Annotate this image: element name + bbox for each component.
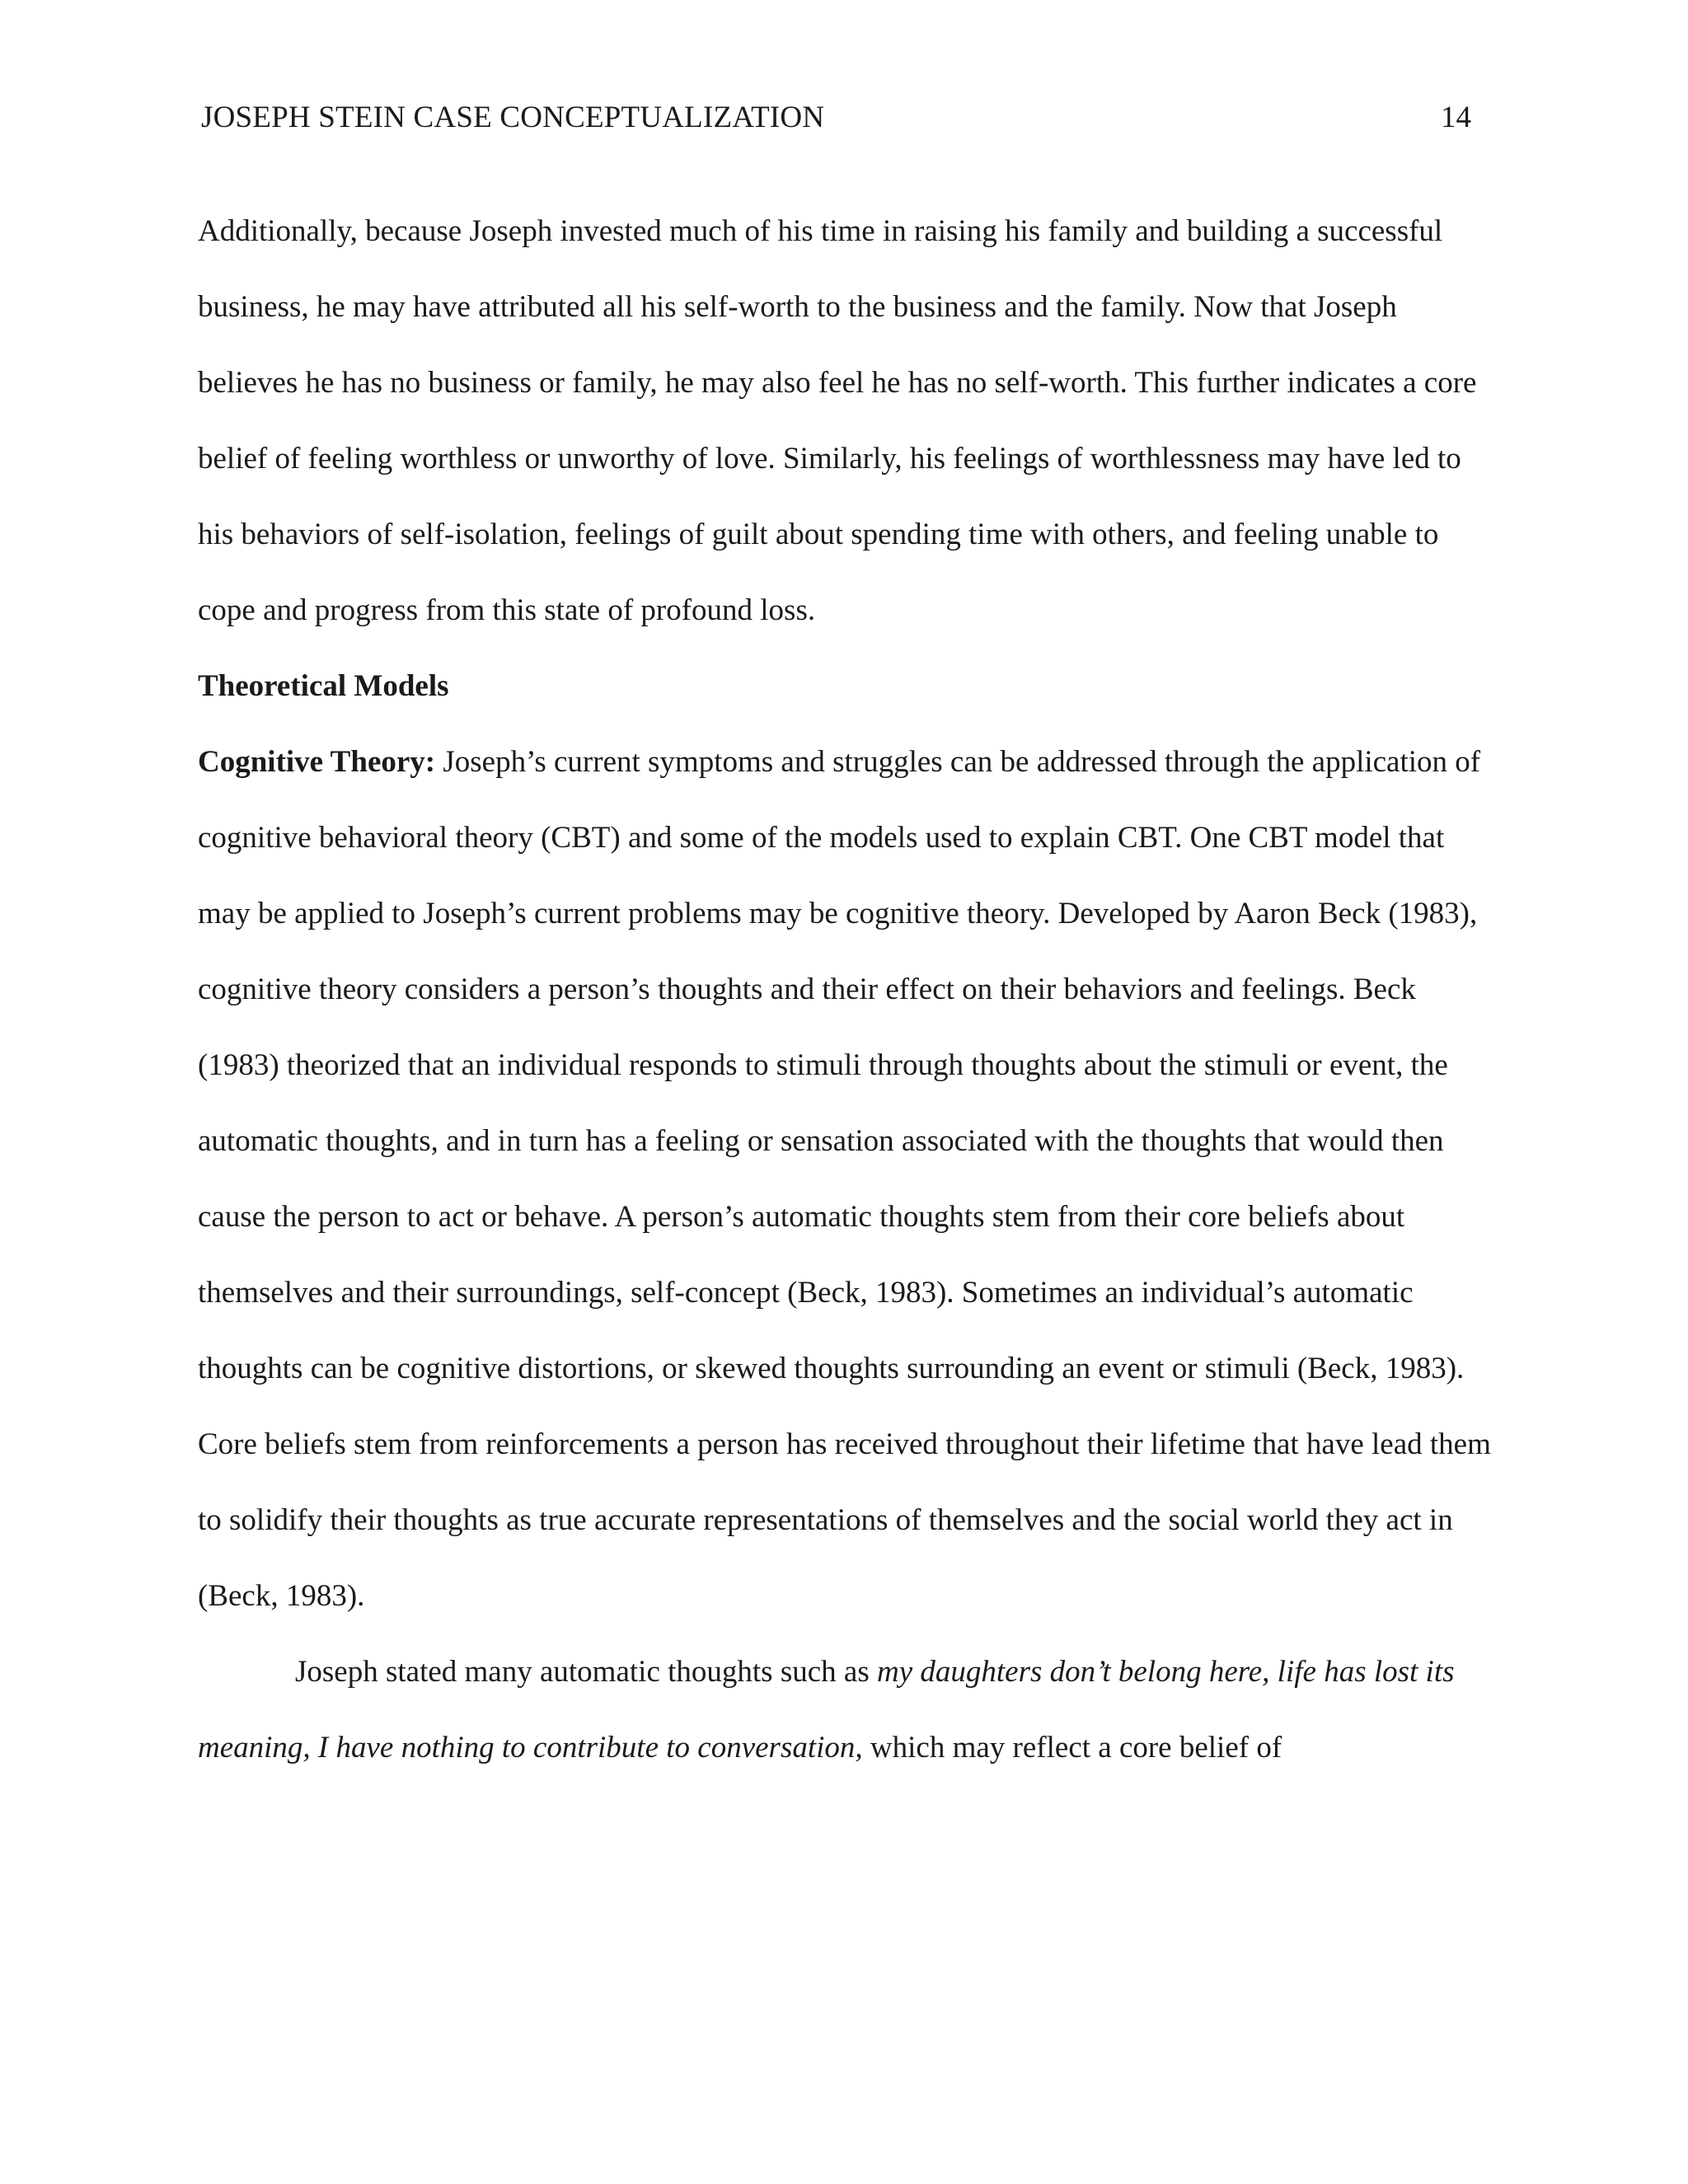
run-in-heading: Cognitive Theory:: [198, 745, 436, 779]
paragraph-automatic-thoughts-end: which may reflect a core belief of: [862, 1731, 1282, 1765]
paragraph-automatic-thoughts: [198, 1634, 1500, 1786]
paragraph-cognitive-theory: [198, 724, 1500, 1634]
running-head: JOSEPH STEIN CASE CONCEPTUALIZATION: [201, 101, 825, 134]
body-text: [198, 194, 1500, 1786]
paragraph-self-worth: Additionally, because Joseph invested much of his time in raising his family and building a successful business, he may have attributed all his self-worth to the business and the family. Now that Joseph believes he has no business or family, he may also feel he has no self-worth. This further indicates a core belief of feeling worthless or unworthy of love. Similarly, his feelings of worthlessness may have led to his behaviors of self-isolation, feelings of guilt about spending time with others, and feeling unable to cope and progress from this state of profound loss.: [198, 214, 1477, 627]
paragraph-automatic-thoughts-start: Joseph stated many automatic thoughts such as: [295, 1655, 877, 1689]
page-number: 14: [1441, 101, 1471, 134]
paragraph-cognitive-theory-text: Joseph’s current symptoms and struggles can be addressed through the application of cognitive behavioral theory (CBT) and some of the models used to explain CBT. One CBT model that may be applied to Joseph’s current problems may be cognitive theory. Developed by Aaron Beck (1983), cognitive theory considers a person’s thoughts and their effect on their behaviors and feelings. Beck (1983) theorized that an individual responds to stimuli through thoughts about the stimuli or event, the automatic thoughts, and in turn has a feeling or sensation associated with the thoughts that would then cause the person to act or behave. A person’s automatic thoughts stem from their core beliefs about themselves and their surroundings, self-concept (Beck, 1983). Sometimes an individual’s automatic thoughts can be cognitive distortions, or skewed thoughts surrounding an event or stimuli (Beck, 1983). Core beliefs stem from reinforcements a person has received throughout their lifetime that have lead them to solidify their thoughts as true accurate representations of themselves and the social world they act in (Beck, 1983).: [198, 745, 1491, 1613]
quoted-automatic-thoughts: my daughters don’t belong here, life has lost its meaning, I have nothing to contribute to conversation,: [198, 1655, 1455, 1765]
section-heading: Theoretical Models: [198, 669, 449, 703]
